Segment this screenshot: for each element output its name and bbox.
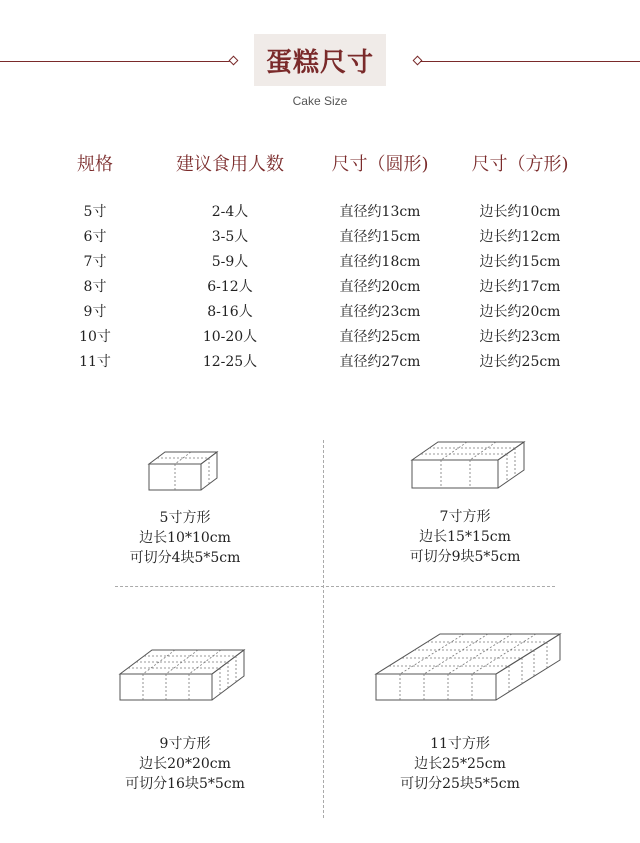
cell-servings: 3-5人: [211, 228, 249, 245]
cake-11-side: 边长25*25cm: [414, 756, 506, 772]
vertical-divider: [323, 440, 324, 818]
table-row: [40, 223, 590, 248]
cell-round: 直径约27cm: [339, 353, 421, 370]
cell-round: 直径约23cm: [339, 303, 421, 320]
cell-round: 直径约13cm: [339, 203, 421, 220]
table-row: [40, 248, 590, 273]
cake-7-cut: 可切分9块5*5cm: [409, 549, 521, 565]
cell-round: 直径约15cm: [339, 228, 421, 245]
cell-square: 边长约15cm: [479, 253, 561, 270]
cake-11-caption: [380, 734, 540, 794]
cell-servings: 2-4人: [211, 203, 249, 220]
cake-7-inch-square-icon: [408, 438, 528, 494]
cake-11-inch-square-icon: [370, 630, 564, 706]
header-line-right: [420, 61, 640, 62]
cake-5-title: 5寸方形: [159, 510, 211, 526]
cake-9-side: 边长20*20cm: [139, 756, 231, 772]
table-header-row: [40, 148, 590, 198]
table-row: [40, 198, 590, 223]
cell-round: 直径约20cm: [339, 278, 421, 295]
cake-9-caption: [100, 734, 270, 794]
cell-square: 边长约20cm: [479, 303, 561, 320]
cell-spec: 10寸: [79, 328, 111, 345]
table-row: [40, 273, 590, 298]
cake-9-cut: 可切分16块5*5cm: [125, 776, 245, 792]
title-box: [254, 34, 386, 86]
cake-11-cut: 可切分25块5*5cm: [400, 776, 520, 792]
cell-servings: 5-9人: [211, 253, 249, 270]
cake-5-caption: [100, 508, 270, 568]
table-row: [40, 298, 590, 323]
cell-servings: 10-20人: [202, 328, 258, 345]
header-servings: 建议食用人数: [176, 154, 284, 175]
size-table: [40, 148, 590, 373]
cell-spec: 6寸: [83, 228, 107, 245]
cake-5-cut: 可切分4块5*5cm: [129, 550, 241, 566]
header-square: 尺寸（方形): [471, 154, 569, 175]
cell-square: 边长约23cm: [479, 328, 561, 345]
header-line-left: [0, 61, 236, 62]
cell-square: 边长约17cm: [479, 278, 561, 295]
cake-11-title: 11寸方形: [430, 736, 490, 752]
cake-9-title: 9寸方形: [159, 736, 211, 752]
page-title: 蛋糕尺寸: [265, 47, 374, 78]
cell-spec: 8寸: [83, 278, 107, 295]
horizontal-divider: [115, 586, 555, 587]
cell-servings: 8-16人: [207, 303, 253, 320]
cell-spec: 7寸: [83, 253, 107, 270]
cell-servings: 6-12人: [207, 278, 253, 295]
header-round: 尺寸（圆形): [331, 154, 429, 175]
header-spec: 规格: [77, 154, 113, 175]
cell-round: 直径约25cm: [339, 328, 421, 345]
cake-9-inch-square-icon: [116, 646, 248, 704]
cake-5-inch-square-icon: [143, 448, 223, 498]
cake-7-caption: [380, 507, 550, 567]
table-row: [40, 348, 590, 373]
cell-round: 直径约18cm: [339, 253, 421, 270]
cell-square: 边长约10cm: [479, 203, 561, 220]
diamond-ornament-left-icon: [229, 56, 239, 66]
cake-7-side: 边长15*15cm: [419, 529, 511, 545]
cell-spec: 11寸: [79, 353, 111, 370]
cake-5-side: 边长10*10cm: [139, 530, 231, 546]
cake-7-title: 7寸方形: [439, 509, 491, 525]
page-subtitle: Cake Size: [292, 94, 348, 108]
table-row: [40, 323, 590, 348]
cell-spec: 5寸: [83, 203, 107, 220]
cell-square: 边长约12cm: [479, 228, 561, 245]
cell-square: 边长约25cm: [479, 353, 561, 370]
cell-spec: 9寸: [83, 303, 107, 320]
cell-servings: 12-25人: [202, 353, 258, 370]
